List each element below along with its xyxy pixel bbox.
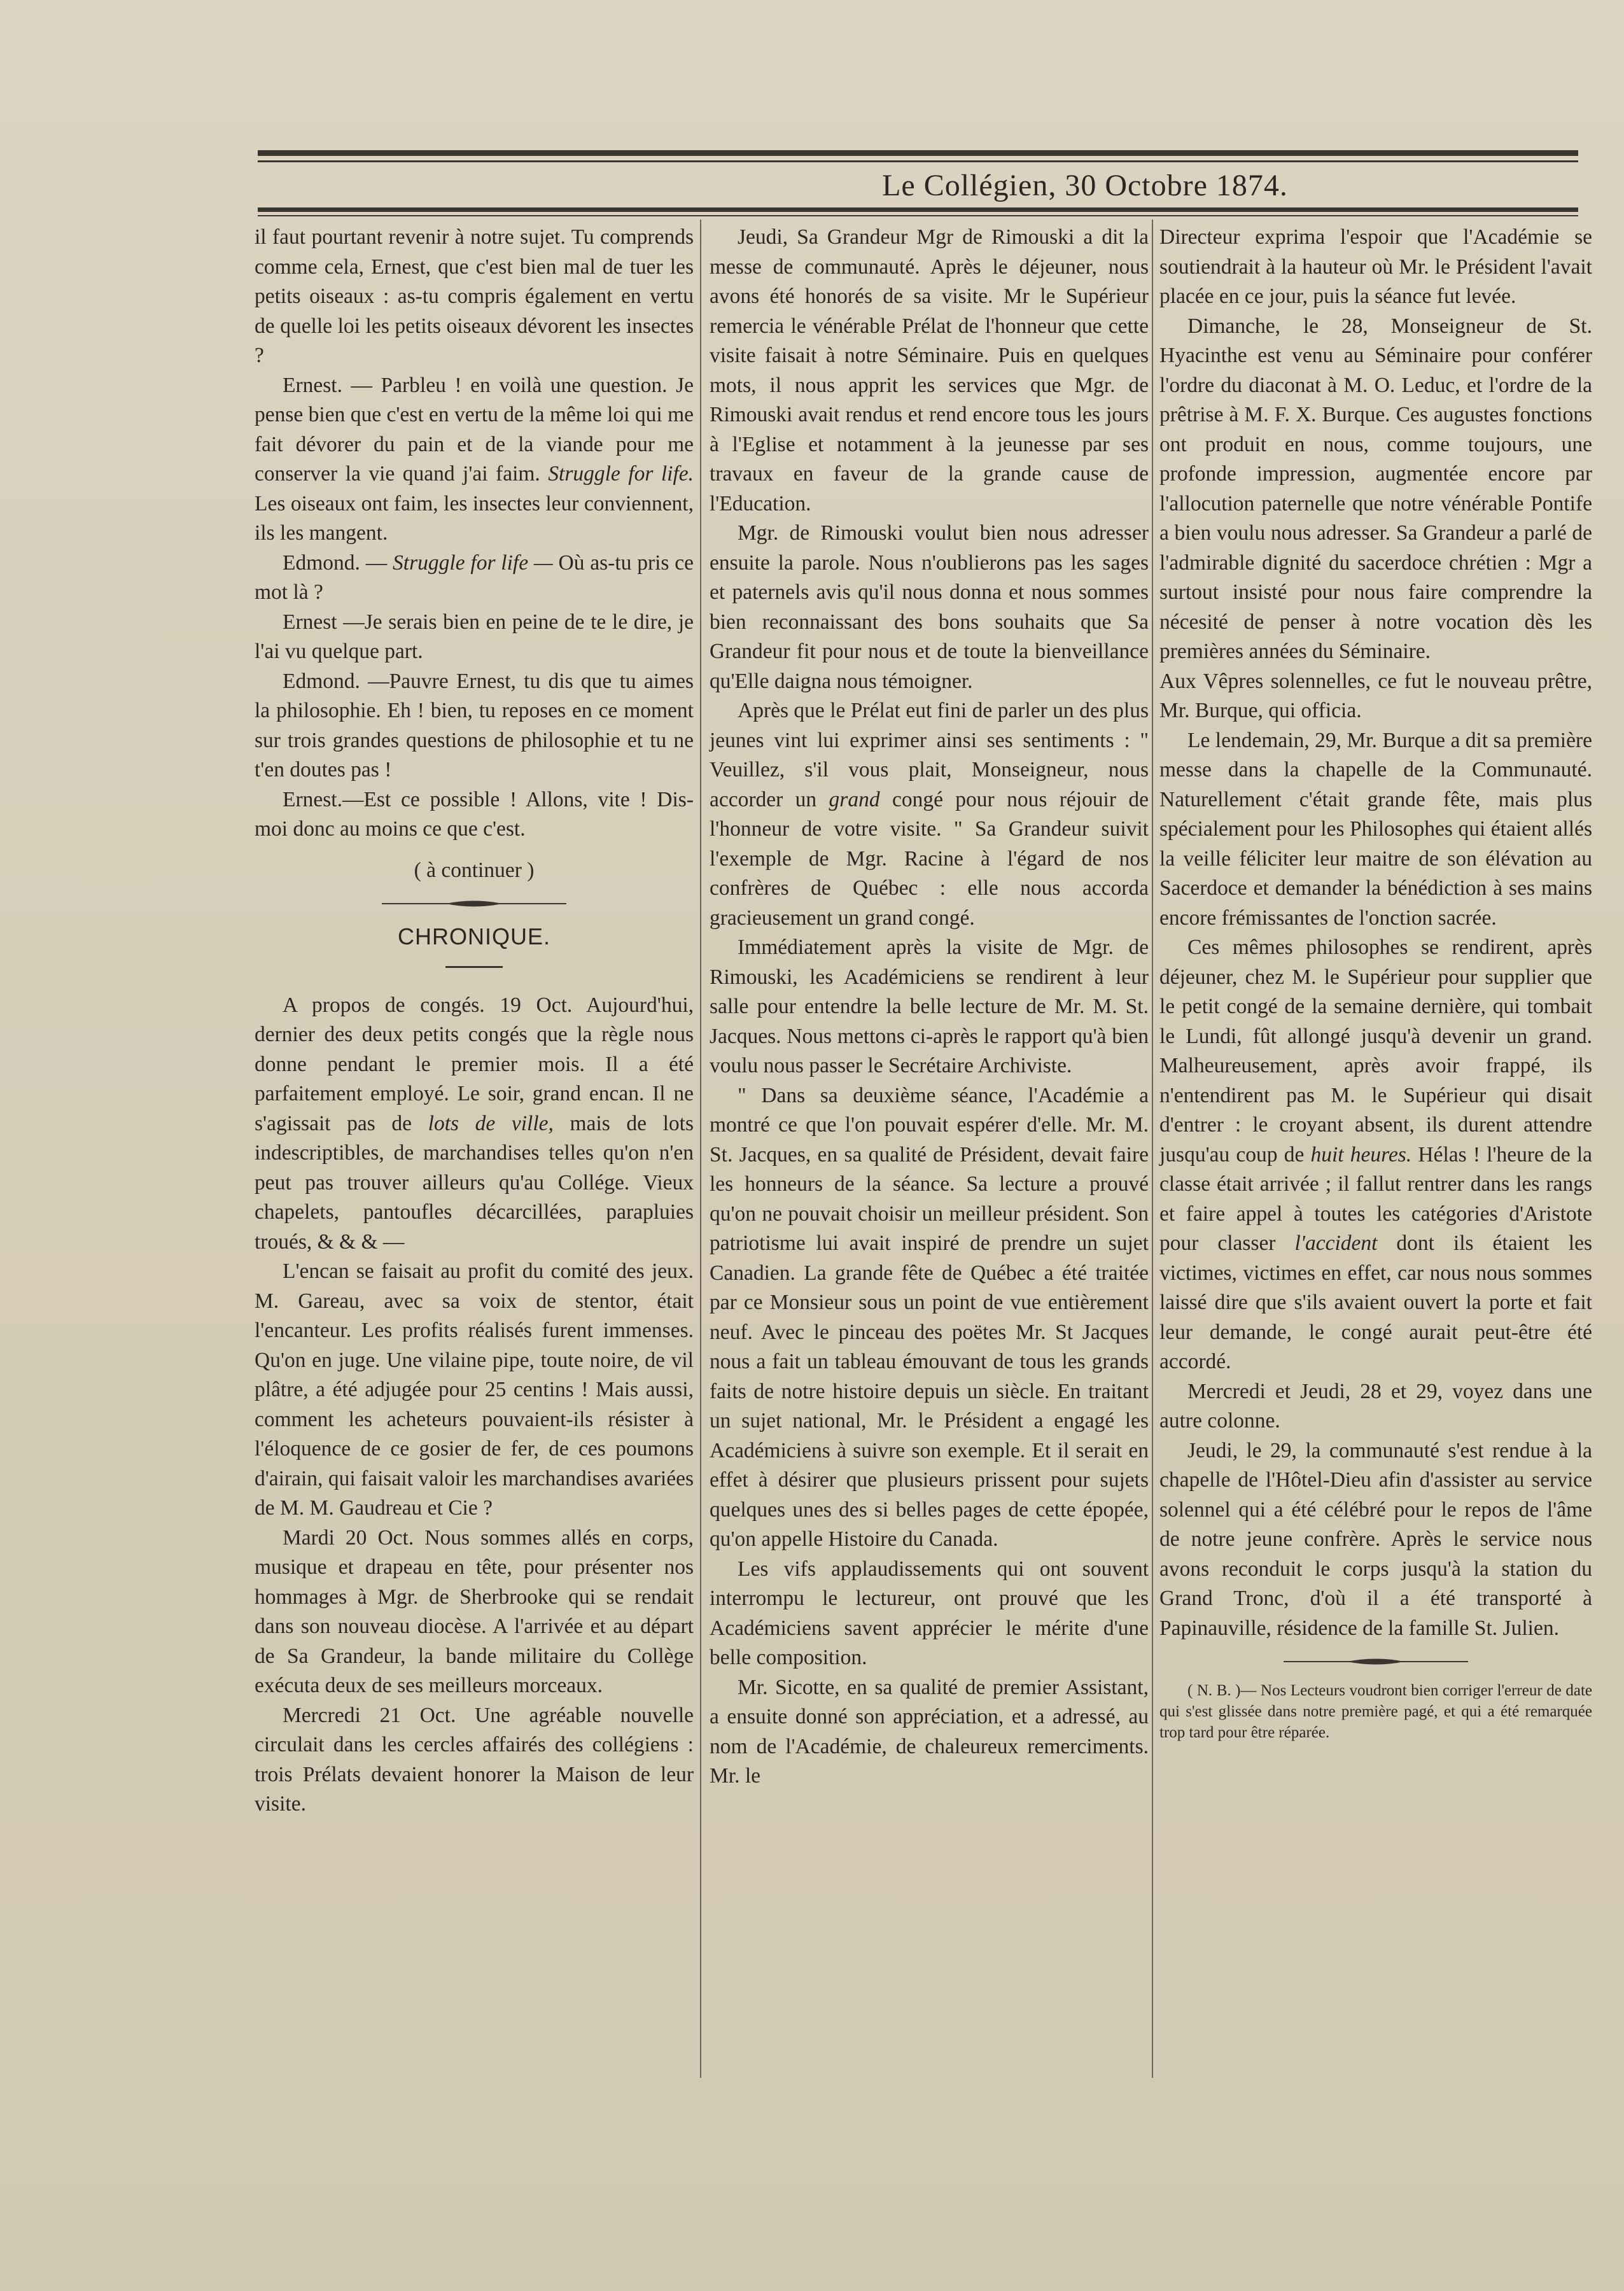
- paragraph: Le lendemain, 29, Mr. Burque a dit sa première messe dans la chapelle de la Communauté. Naturellement c'était grande fête, mais plus spécialement pour les Philosophes qui étaient allés la veille féliciter leur maitre de son élévation au Sacerdoce et demander la bénédiction à ses mains encore frémissantes de l'onction sacrée.: [1159, 728, 1592, 930]
- paragraph: L'encan se faisait au profit du comité des jeux. M. Gareau, avec sa voix de stentor, était l'encanteur. Les profits réalisés furent immenses. Qu'on en juge. Une vilaine pipe, toute noire, de vil plâtre, a été adjugée pour 25 centins ! Mais aussi, comment les acheteurs pouvaient-ils résister à l'éloquence de ce gosier de fer, de ces poumons d'airain, qui faisait valoir les marchandises avariées de M. M. Gaudreau et Cie ?: [255, 1259, 694, 1520]
- column-1: [255, 223, 694, 1819]
- paragraph: Mardi 20 Oct. Nous sommes allés en corps, musique et drapeau en tête, pour présenter nos hommages à Mgr. de Sherbrooke qui se rendait dans son nouveau diocèse. A l'arrivée et au départ de Sa Grandeur, la bande militaire du Collège exécuta deux de ses meilleurs morceaux.: [255, 1525, 694, 1697]
- paragraph: [255, 371, 694, 549]
- text: Hélas ! l'heure de la classe était arrivée ; il fallut rentrer dans les rangs et faire appel à toutes les catégories d'Aristote pour classer: [1159, 1142, 1593, 1255]
- paragraph: Ernest.—Est ce possible ! Allons, vite ! Dis-moi donc au moins ce que c'est.: [255, 787, 694, 841]
- ornament-divider: [1284, 1657, 1468, 1666]
- header-rule-bottom-thin: [258, 215, 1578, 216]
- editor-note: ( N. B. )— Nos Lecteurs voudront bien corriger l'erreur de date qui s'est glissée dans notre première pagé, et qui a été remarquée trop tard pour être réparée.: [1159, 1682, 1592, 1741]
- paragraph: [255, 549, 694, 608]
- italic-text: huit heures.: [1310, 1142, 1412, 1167]
- header-rule-top: [258, 150, 1578, 156]
- paragraph: Les vifs applaudissements qui ont souvent interrompu le lectureur, ont prouvé que les Académiciens savent apprécier le mérite d'une belle composition.: [710, 1557, 1149, 1669]
- paragraph: Mercredi 21 Oct. Une agréable nouvelle circulait dans les cercles affairés des collégiens : trois Prélats devaient honorer la Maison de leur visite.: [255, 1703, 694, 1816]
- text: A propos de congés. 19 Oct. Aujourd'hui, dernier des deux petits congés que la règle nous donne pendant le premier mois. Il a été parfaitement employé. Le soir, grand encan. Il ne s'agissait pas de: [255, 993, 694, 1135]
- text: Où as-tu pris ce mot là ?: [255, 550, 694, 604]
- paragraph: Edmond. —Pauvre Ernest, tu dis que tu aimes la philosophie. Eh ! bien, tu reposes en ce moment sur trois grandes questions de philosophie et tu ne t'en doutes pas !: [255, 669, 694, 781]
- paragraph: Aux Vêpres solennelles, ce fut le nouveau prêtre, Mr. Burque, qui officia.: [1159, 669, 1592, 722]
- paragraph: " Dans sa deuxième séance, l'Académie a montré ce que l'on pouvait espérer d'elle. Mr. M. St. Jacques, en sa qualité de Président, devait faire les honneurs de la séance. Sa lecture a prouvé qu'on ne pouvait choisir un meilleur président. Son patriotisme lui avait inspiré de prendre un sujet Canadien. La grande fête de Québec a été traitée par ce Monsieur sous un point de vue entièrement neuf. Avec le pinceau des poëtes Mr. St Jacques nous a fait un tableau émouvant de tous les grands faits de notre histoire depuis un siècle. En traitant un sujet national, Mr. le Président a engagé les Académiciens à suivre son exemple. Et il serait en effet à désirer que plusieurs prissent pour sujets quelques unes des si belles pages de cette épopée, qu'on appelle Histoire du Canada.: [710, 1083, 1149, 1551]
- continuation-note: ( à continuer ): [414, 858, 535, 882]
- paragraph: Mercredi et Jeudi, 28 et 29, voyez dans une autre colonne.: [1159, 1379, 1592, 1433]
- paragraph: Immédiatement après la visite de Mgr. de Rimouski, les Académiciens se rendirent à leur salle pour entendre la belle lecture de Mr. M. St. Jacques. Nous mettons ci-après le rapport qu'à bien voulu nous passer le Secrétaire Archiviste.: [710, 935, 1149, 1077]
- paragraph: Mgr. de Rimouski voulut bien nous adresser ensuite la parole. Nous n'oublierons pas les sages et paternels avis qu'il nous donna et nous sommes bien reconnaissant des bons souhaits que Sa Grandeur fit pour nous et de toute la bienveillance qu'Elle daigna nous témoigner.: [710, 521, 1149, 693]
- paragraph: [1159, 933, 1592, 1377]
- text: Les oiseaux ont faim, les insectes leur conviennent, ils les mangent.: [255, 491, 694, 545]
- paragraph: [255, 991, 694, 1258]
- italic-text: grand: [829, 787, 880, 811]
- italic-text: lots de ville,: [428, 1111, 554, 1135]
- paragraph: Directeur exprima l'espoir que l'Académie se soutiendrait à la hauteur où Mr. le Président l'avait placée en ce jour, puis la séance fut levée.: [1159, 225, 1592, 308]
- text: Après que le Prélat eut fini de parler un des plus jeunes vint lui exprimer ainsi ses sentiments : " Veuillez, s'il vous plait, Monseigneur, nous accorder un: [710, 699, 1149, 811]
- paragraph: Jeudi, le 29, la communauté s'est rendue à la chapelle de l'Hôtel-Dieu afin d'assister au service solennel qui a été célébré pour le repos de l'âme de notre jeune confrère. Après le service nous avons reconduit le corps jusqu'à la station du Grand Tronc, d'où il a été transporté à Papinauville, résidence de la famille St. Julien.: [1159, 1438, 1592, 1640]
- paragraph: Ernest —Je serais bien en peine de te le dire, je l'ai vu quelque part.: [255, 610, 694, 663]
- page-title: Le Collégien, 30 Octobre 1874.: [882, 169, 1288, 202]
- paragraph: Dimanche, le 28, Monseigneur de St. Hyacinthe est venu au Séminaire pour conférer l'ordre du diaconat à M. O. Leduc, et l'ordre de la prêtrise à M. F. X. Burque. Ces augustes fonctions ont produit en nous, comme toujours, une profonde impression, augmentée encore par l'allocution paternelle que notre vénérable Pontife a bien voulu nous adresser. Sa Grandeur a parlé de l'admirable dignité du sacerdoce chrétien : Mgr a surtout insisté pour nous faire comprendre la nécesité de penser à notre vocation dès les premières années du Séminaire.: [1159, 314, 1592, 663]
- column-divider: [1152, 220, 1153, 2078]
- heading-rule: [445, 966, 503, 968]
- column-divider: [700, 220, 701, 2078]
- text: mais de lots indescriptibles, de marchandises telles qu'on n'en peut pas trouver ailleurs qu'au Collége. Vieux chapelets, pantoufles décarcillées, parapluies troués, & & & —: [255, 1111, 694, 1254]
- paragraph: Jeudi, Sa Grandeur Mgr de Rimouski a dit la messe de communauté. Après le déjeuner, nous avons été honorés de sa visite. Mr le Supérieur remercia le vénérable Prélat de l'honneur que cette visite faisait à notre Séminaire. Puis en quelques mots, il nous apprit les services que Mgr. de Rimouski avait rendus et rend encore tous les jours à l'Eglise et notamment à la jeunesse par ses travaux en faveur de la grande cause de l'Education.: [710, 225, 1149, 515]
- italic-text: Struggle for life —: [393, 550, 553, 575]
- page-header: [258, 168, 1578, 211]
- text: Ces mêmes philosophes se rendirent, après déjeuner, chez M. le Supérieur pour supplier que le petit congé de la semaine dernière, qui tombait le Lundi, fût allongé jusqu'à devenir un grand. Malheureusement, après avoir frappé, ils n'entendirent pas M. le Supérieur qui disait d'entrer : le croyant absent, ils durent attendre jusqu'au coup de: [1159, 935, 1592, 1167]
- italic-text: Struggle for life.: [548, 462, 694, 486]
- text: Edmond. —: [283, 550, 388, 575]
- ornament-divider: [382, 899, 566, 908]
- paragraph: Mr. Sicotte, en sa qualité de premier Assistant, a ensuite donné son appréciation, et a adressé, au nom de l'Académie, de chaleureux remerciments. Mr. le: [710, 1675, 1149, 1788]
- text: congé pour nous réjouir de l'honneur de votre visite. " Sa Grandeur suivit l'exemple de Mgr. Racine à l'égard de nos confrères de Québec : elle nous accorda gracieusement un grand congé.: [710, 787, 1149, 930]
- column-2: [710, 223, 1149, 1791]
- paragraph: il faut pourtant revenir à notre sujet. Tu comprends comme cela, Ernest, que c'est bien mal de tuer les petits oiseaux : as-tu compris également en vertu de quelle loi les petits oiseaux dévorent les insectes ?: [255, 225, 694, 367]
- header-rule-bottom: [258, 207, 1578, 212]
- text: Ernest. — Parbleu ! en voilà une question. Je pense bien que c'est en vertu de la même loi qui me fait dévorer du pain et de la viande pour me conserver la vie quand j'ai faim.: [255, 373, 694, 486]
- header-rule-top-thin: [258, 160, 1578, 162]
- paragraph: [710, 696, 1149, 933]
- text: dont ils étaient les victimes, victimes en effet, car nous nous sommes laissé dire que s'ils avaient ouvert la porte et fait leur demande, le congé aurait peut-être été accordé.: [1159, 1231, 1592, 1373]
- italic-text: l'accident: [1294, 1231, 1378, 1255]
- column-3: [1159, 223, 1592, 1743]
- section-heading: CHRONIQUE.: [397, 923, 550, 949]
